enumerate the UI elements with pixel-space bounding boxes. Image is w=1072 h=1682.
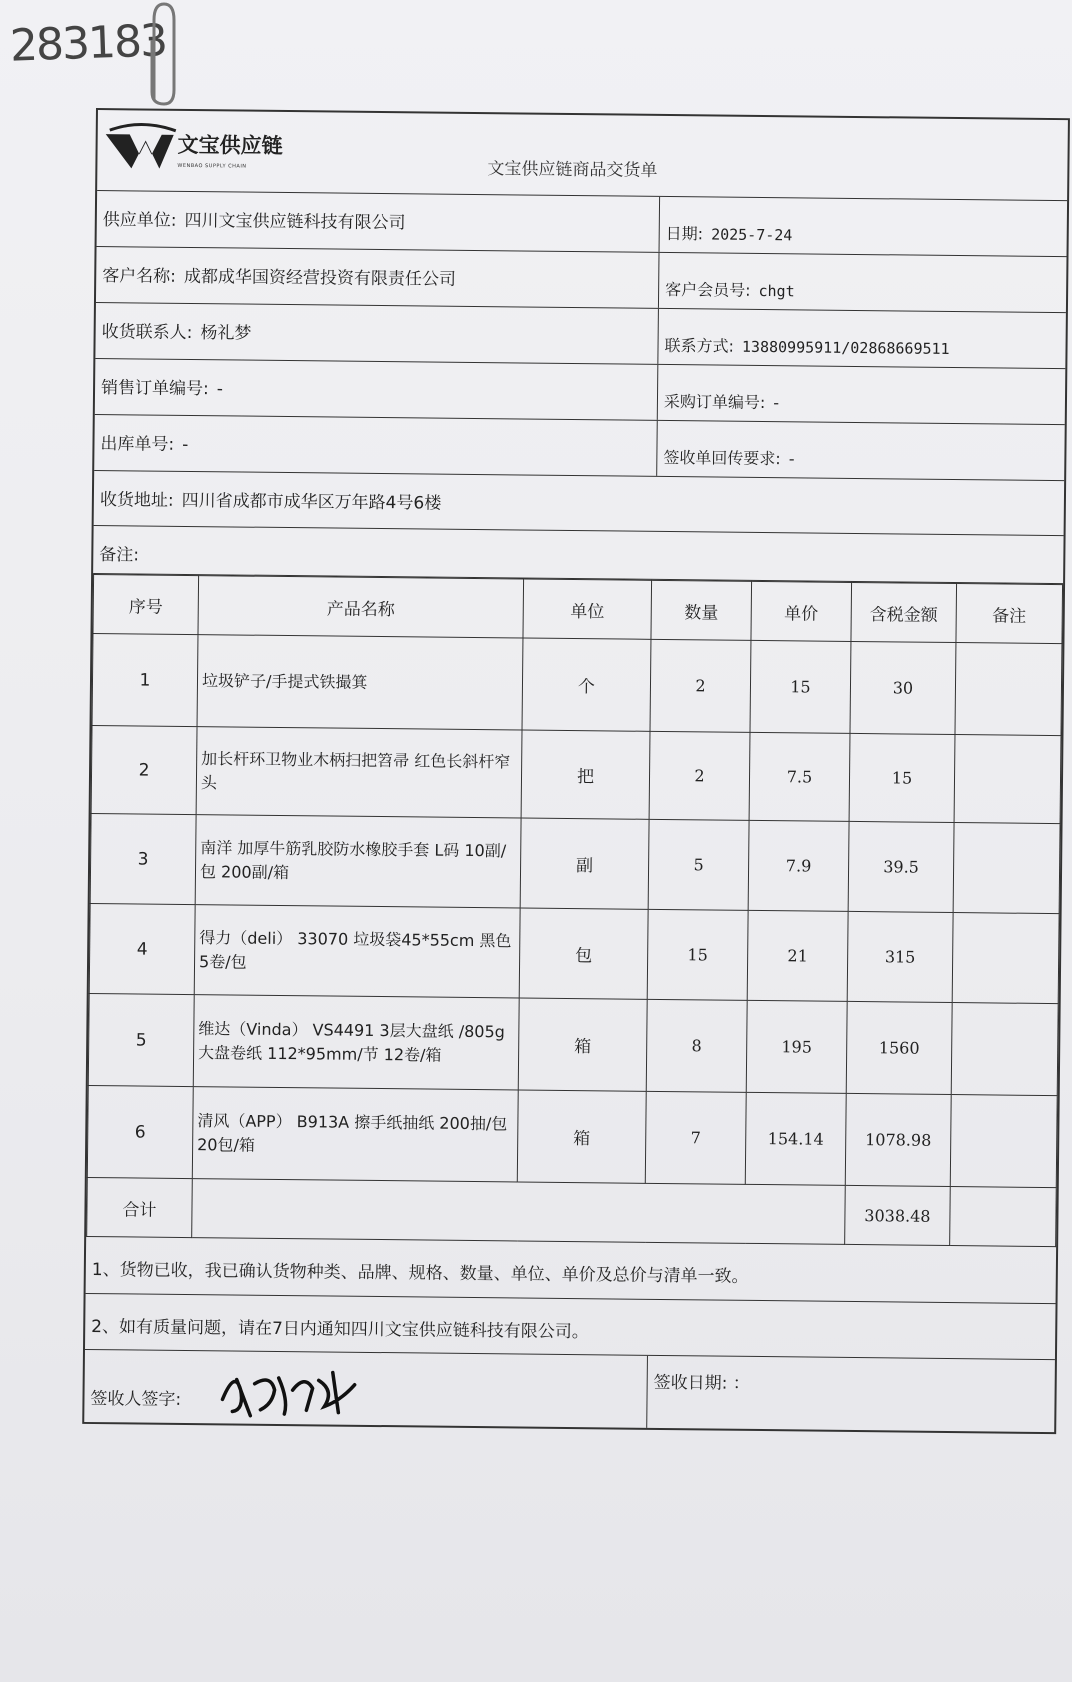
row-note [952, 913, 1059, 1004]
table-row [89, 903, 1059, 1003]
paperclip-icon [140, 0, 180, 110]
total-amount: 3038.48 [845, 1185, 951, 1245]
purchase-order-value: - [773, 393, 780, 413]
total-label: 合计 [87, 1177, 193, 1237]
note-line-1: 1、货物已收，我已确认货物种类、品牌、规格、数量、单位、单价及总价与清单一致。 [91, 1260, 749, 1287]
address-label: 收货地址: [99, 490, 174, 511]
row-no: 4 [89, 903, 195, 994]
outbound-label: 出库单号: [100, 434, 175, 455]
row-no: 2 [91, 725, 197, 814]
table-row [90, 813, 1060, 913]
row-qty: 8 [646, 999, 747, 1092]
table-header-row [93, 575, 1063, 644]
row-no: 1 [92, 633, 198, 726]
total-blank [192, 1179, 846, 1245]
customer-value: 成都成华国资经营投资有限责任公司 [183, 266, 457, 290]
header-unit: 单位 [523, 579, 652, 639]
row-price: 195 [746, 1000, 847, 1093]
row-no: 5 [88, 993, 194, 1086]
row-unit: 包 [519, 908, 648, 999]
supplier-value: 四川文宝供应链科技有限公司 [184, 210, 406, 234]
handwritten-number: 283183 [9, 15, 167, 72]
sign-row [84, 1349, 1055, 1432]
header-qty: 数量 [651, 580, 752, 640]
customer-row [96, 247, 1067, 313]
row-name: 维达（Vinda） VS4491 3层大盘纸 /805g大盘卷纸 112*95mm/节 12卷/箱 [193, 995, 519, 1090]
outbound-row [94, 415, 1065, 481]
row-amount: 30 [850, 641, 956, 734]
row-unit: 副 [520, 818, 649, 909]
row-unit: 把 [521, 730, 650, 819]
header-price: 单价 [751, 581, 852, 641]
sales-order-label: 销售订单编号: [100, 378, 209, 400]
date-value: 2025-7-24 [711, 225, 793, 245]
row-qty: 2 [650, 639, 751, 732]
row-note [954, 735, 1061, 824]
row-qty: 2 [649, 731, 750, 820]
signer-label: 签收人签字: [90, 1389, 182, 1410]
handwritten-signature [214, 1359, 365, 1421]
row-no: 3 [90, 813, 196, 904]
row-note [951, 1003, 1058, 1096]
table-row [87, 1085, 1057, 1187]
row-amount: 1078.98 [845, 1093, 951, 1186]
remark-label: 备注: [99, 545, 140, 566]
row-note [953, 823, 1060, 914]
items-table [86, 574, 1063, 1247]
header-name: 产品名称 [198, 576, 524, 638]
row-name: 垃圾铲子/手提式铁撮箕 [197, 635, 523, 730]
sales-order-value: - [216, 379, 224, 400]
address-row [94, 471, 1065, 536]
note-line-2: 2、如有质量问题，请在7日内通知四川文宝供应链科技有限公司。 [85, 1293, 1056, 1359]
row-price: 154.14 [745, 1092, 846, 1185]
row-no: 6 [87, 1085, 193, 1178]
outbound-value: - [182, 434, 189, 455]
table-row [88, 993, 1058, 1095]
supplier-row [97, 191, 1068, 257]
row-name: 加长杆环卫物业木柄扫把笤帚 红色长斜杆窄头 [196, 727, 522, 818]
header-no: 序号 [93, 575, 199, 635]
header-amount: 含税金额 [851, 582, 957, 642]
row-amount: 315 [847, 911, 953, 1002]
date-label: 日期: [665, 223, 704, 244]
row-amount: 39.5 [848, 821, 954, 912]
member-value: chgt [758, 281, 795, 301]
document-title: 文宝供应链商品交货单 [487, 159, 658, 181]
receipt-req-label: 签收单回传要求: [663, 447, 781, 469]
row-qty: 15 [647, 909, 748, 1000]
row-name: 清风（APP） B913A 擦手纸抽纸 200抽/包 20包/箱 [192, 1087, 518, 1182]
header-note: 备注 [956, 584, 1063, 644]
supplier-label: 供应单位: [102, 210, 177, 231]
table-row [91, 725, 1061, 823]
row-price: 21 [747, 910, 848, 1001]
row-amount: 1560 [846, 1001, 952, 1094]
form-header [97, 110, 1068, 201]
row-qty: 5 [648, 819, 749, 910]
contact-value: 杨礼梦 [200, 323, 252, 344]
customer-label: 客户名称: [102, 266, 177, 287]
row-unit: 箱 [517, 1090, 646, 1183]
row-unit: 个 [522, 638, 651, 731]
row-note [955, 643, 1062, 736]
order-row [95, 359, 1066, 425]
brand-subtitle: WENBAO SUPPLY CHAIN [177, 162, 247, 170]
row-price: 7.9 [748, 820, 849, 911]
contact-label: 收货联系人: [101, 322, 193, 344]
row-name: 南洋 加厚牛筋乳胶防水橡胶手套 L码 10副/包 200副/箱 [195, 815, 521, 908]
phone-label: 联系方式: [664, 335, 735, 356]
table-row [92, 633, 1062, 735]
phone-value: 13880995911/02868669511 [741, 337, 950, 358]
total-note [950, 1187, 1057, 1247]
row-price: 15 [750, 640, 851, 733]
row-price: 7.5 [749, 732, 850, 821]
row-amount: 15 [849, 733, 955, 822]
row-qty: 7 [645, 1091, 746, 1184]
contact-row [95, 303, 1066, 369]
member-label: 客户会员号: [665, 279, 751, 300]
receipt-req-value: - [788, 449, 795, 469]
row-name: 得力（deli） 33070 垃圾袋45*55cm 黑色 5卷/包 [194, 905, 520, 998]
row-note [950, 1095, 1057, 1188]
delivery-form [82, 108, 1070, 1434]
row-unit: 箱 [518, 998, 647, 1091]
sign-date-label: 签收日期: ： [653, 1372, 750, 1394]
address-value: 四川省成都市成华区万年路4号6楼 [181, 490, 442, 514]
purchase-order-label: 采购订单编号: [663, 391, 766, 413]
brand-name: 文宝供应链 [177, 132, 283, 158]
total-row [87, 1177, 1057, 1246]
